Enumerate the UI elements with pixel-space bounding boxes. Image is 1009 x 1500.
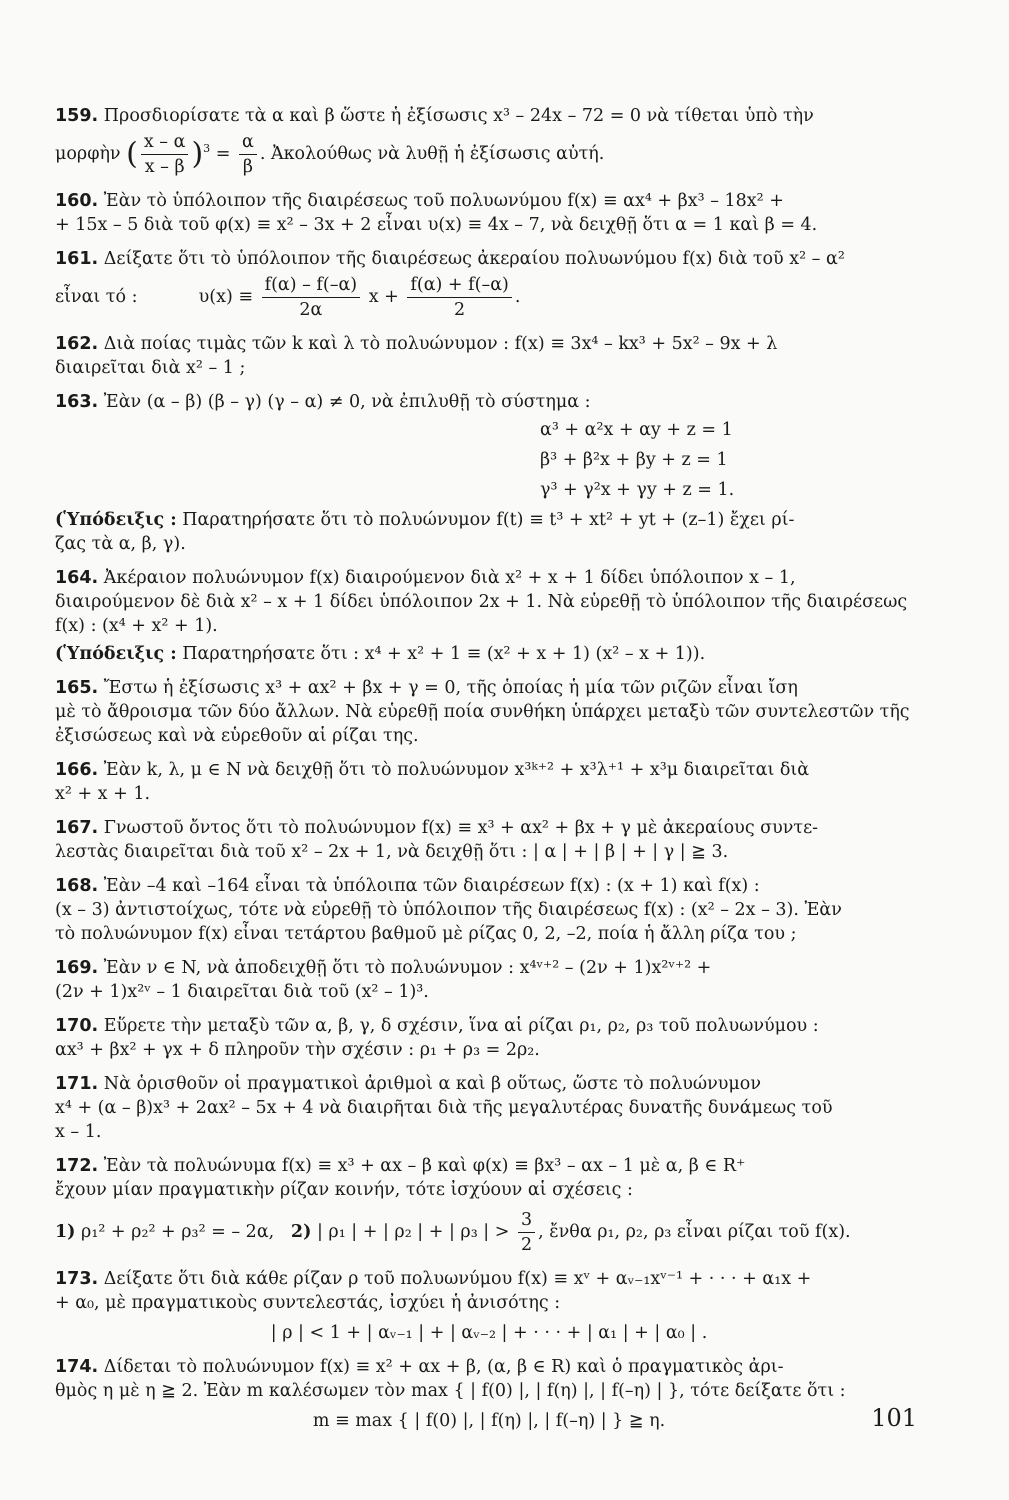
problem-number: 161. [55,249,99,269]
problem-number: 168. [55,876,99,896]
problem-number: 171. [55,1074,99,1094]
fraction: $\frac{3}{2}$ [518,1208,535,1257]
problem-163-hint: (Ὑπόδειξις : Παρατηρήσατε ὅτι τὸ πολυώνυμον f(t) ≡ t³ + xt² + yt + (z–1) ἔχει ρί- ζας τὰ α, β, γ). [55,510,795,554]
problem-173: 173. Δείξατε ὅτι διὰ κάθε ρίζαν ρ τοῦ πολυωνύμου f(x) ≡ xᵛ + αᵥ₋₁xᵛ⁻¹ + · · · + α₁x + + α₀, μὲ πραγματικοὺς συντελεστάς, ἰσχύει ἡ ἀνισότης : [55,1269,812,1313]
hint-label: (Ὑπόδειξις : [55,510,177,530]
problem-168: 168. Ἐὰν –4 καὶ –164 εἶναι τὰ ὑπόλοιπα τῶν διαιρέσεων f(x) : (x + 1) καὶ f(x) : (x – 3) ἀντιστοίχως, τότε νὰ εὑρεθῇ τὸ ὑπόλοιπον τῆς διαιρέσεως f(x) : (x² – 2x – 3). Ἐὰν τὸ πολυώνυμον f(x) εἶναι τετάρτου βαθμοῦ μὲ ρίζας 0, 2, –2, ποία ἡ ἄλλη ρίζα του ; [55,876,842,944]
problem-number: 163. [55,392,99,412]
problem-number: 169. [55,958,99,978]
problem-number: 167. [55,818,99,838]
problem-number: 164. [55,568,99,588]
problem-159-form: μορφὴν ( $\frac{x - \alpha}{x - \beta}$ )$^3$ = $\frac{\alpha}{\beta}$ . Ἀκολούθως νὰ λυθῇ ἡ ἐξίσωσις αὐτή. [55,132,605,177]
problem-163: 163. Ἐὰν (α – β) (β – γ) (γ – α) ≠ 0, νὰ ἐπιλυθῇ τὸ σύστημα : [55,392,591,412]
problem-number: 173. [55,1269,99,1289]
problem-number: 159. [55,106,99,126]
problem-164: 164. Ἀκέραιον πολυώνυμον f(x) διαιρούμενον διὰ x² + x + 1 δίδει ὑπόλοιπον x – 1, διαιρούμενον δὲ διὰ x² – x + 1 δίδει ὑπόλοιπον 2x + 1. Νὰ εὑρεθῇ τὸ ὑπόλοιπον τῆς διαιρέσεως f(x) : (x⁴ + x² + 1). [55,568,908,636]
problem-172: 172. Ἐὰν τὰ πολυώνυμα f(x) ≡ x³ + αx – β καὶ φ(x) ≡ βx³ – αx – 1 μὲ α, β ∈ R⁺ ἔχουν μίαν πραγματικὴν ρίζαν κοινήν, τότε ἰσχύουν αἱ σχέσεις : [55,1156,746,1200]
problem-number: 162. [55,334,99,354]
problem-172-relations: 1) ρ₁² + ρ₂² + ρ₃² = – 2α, 2) | ρ₁ | + | ρ₂ | + | ρ₃ | > $\frac{3}{2}$ , ἔνθα ρ₁, ρ₂, ρ₃ εἶναι ρίζαι τοῦ f(x). [55,1210,851,1255]
problem-number: 165. [55,678,99,698]
problem-160: 160. Ἐὰν τὸ ὑπόλοιπον τῆς διαιρέσεως τοῦ πολυωνύμου f(x) ≡ αx⁴ + βx³ – 18x² + + 15x – 5 διὰ τοῦ φ(x) ≡ x² – 3x + 2 εἶναι υ(x) ≡ 4x – 7, νὰ δειχθῇ ὅτι α = 1 καὶ β = 4. [55,191,818,235]
problem-166: 166. Ἐὰν k, λ, μ ∈ N νὰ δειχθῇ ὅτι τὸ πολυώνυμον x³ᵏ⁺² + x³λ⁺¹ + x³μ διαιρεῖται διὰ x² + x + 1. [55,760,810,804]
problem-170: 170. Εὕρετε τὴν μεταξὺ τῶν α, β, γ, δ σχέσιν, ἵνα αἱ ρίζαι ρ₁, ρ₂, ρ₃ τοῦ πολυωνύμου : αx³ + βx² + γx + δ πληροῦν τὴν σχέσιν : ρ₁ + ρ₃ = 2ρ₂. [55,1016,819,1060]
problem-171: 171. Νὰ ὁρισθοῦν οἱ πραγματικοὶ ἀριθμοὶ α καὶ β οὕτως, ὥστε τὸ πολυώνυμον x⁴ + (α – β)x³ + 2αx² – 5x + 4 νὰ διαιρῆται διὰ τῆς μεγαλυτέρας δυνατῆς δυνάμεως τοῦ x – 1. [55,1074,833,1142]
fraction: $\frac{\alpha}{\beta}$ [239,130,257,179]
page-number: 101 [871,1404,917,1432]
problem-169: 169. Ἐὰν ν ∈ N, νὰ ἀποδειχθῇ ὅτι τὸ πολυώνυμον : x⁴ᵛ⁺² – (2ν + 1)x²ᵛ⁺² + (2ν + 1)x²ᵛ – 1 διαιρεῖται διὰ τοῦ (x² – 1)³. [55,958,712,1002]
problem-number: 174. [55,1357,99,1377]
problem-174: 174. Δίδεται τὸ πολυώνυμον f(x) ≡ x² + αx + β, (α, β ∈ R) καὶ ὁ πραγματικὸς ἀρι- θμὸς η μὲ η ≧ 2. Ἐὰν m καλέσωμεν τὸν max { | f(0) |, | f(η) |, | f(–η) | }, τότε δείξατε ὅτι : [55,1357,846,1401]
problem-167: 167. Γνωστοῦ ὄντος ὅτι τὸ πολυώνυμον f(x) ≡ x³ + αx² + βx + γ μὲ ἀκεραίους συντε- λεστὰς διαιρεῖται διὰ τοῦ x² – 2x + 1, νὰ δειχθῇ ὅτι : | α | + | β | + | γ | ≧ 3. [55,818,819,862]
problem-number: 172. [55,1156,99,1176]
problem-number: 166. [55,760,99,780]
problem-number: 170. [55,1016,99,1036]
hint-label: (Ὑπόδειξις : [55,644,177,664]
problem-174-result: m ≡ max { | f(0) |, | f(η) |, | f(–η) | } ≧ η. [312,1411,666,1431]
problem-161-formula: εἶναι τό : υ(x) ≡ $\frac{f(\alpha) - f(-\alpha)}{2\alpha}$ x + $\frac{f(\alpha) + f(-\alpha)}{2}$ . [55,275,521,320]
fraction: $\frac{x - \alpha}{x - \beta}$ [141,130,189,179]
problem-165: 165. Ἔστω ἡ ἐξίσωσις x³ + αx² + βx + γ = 0, τῆς ὁποίας ἡ μία τῶν ριζῶν εἶναι ἴση μὲ τὸ ἄθροισμα τῶν δύο ἄλλων. Νὰ εὑρεθῇ ποία συνθήκη ὑπάρχει μεταξὺ τῶν συντελεστῶν τῆς ἐξισώσεως καὶ νὰ εὑρεθοῦν αἱ ρίζαι της. [55,678,910,746]
problem-173-inequality: | ρ | < 1 + | αᵥ₋₁ | + | αᵥ₋₂ | + · · · + | α₁ | + | α₀ | . [270,1323,708,1343]
problem-162: 162. Διὰ ποίας τιμὰς τῶν k καὶ λ τὸ πολυώνυμον : f(x) ≡ 3x⁴ – kx³ + 5x² – 9x + λ διαιρεῖται διὰ x² – 1 ; [55,334,778,378]
page-content [55,104,923,1433]
problem-164-hint: (Ὑπόδειξις : Παρατηρήσατε ὅτι : x⁴ + x² + 1 ≡ (x² + x + 1) (x² – x + 1)). [55,644,706,664]
problem-159: 159. Προσδιορίσατε τὰ α καὶ β ὥστε ἡ ἐξίσωσις x³ – 24x – 72 = 0 νὰ τίθεται ὑπὸ τὴν [55,106,814,126]
equation-system: α³ + α²x + αy + z = 1 β³ + β²x + βy + z = 1 γ³ + γ²x + γy + z = 1. [540,420,735,500]
problem-number: 160. [55,191,99,211]
fraction: $\frac{f(\alpha) - f(-\alpha)}{2\alpha}$ [262,273,361,322]
problem-161: 161. Δείξατε ὅτι τὸ ὑπόλοιπον τῆς διαιρέσεως ἀκεραίου πολυωνύμου f(x) διὰ τοῦ x² – α² [55,249,845,269]
fraction: $\frac{f(\alpha) + f(-\alpha)}{2}$ [407,273,511,322]
